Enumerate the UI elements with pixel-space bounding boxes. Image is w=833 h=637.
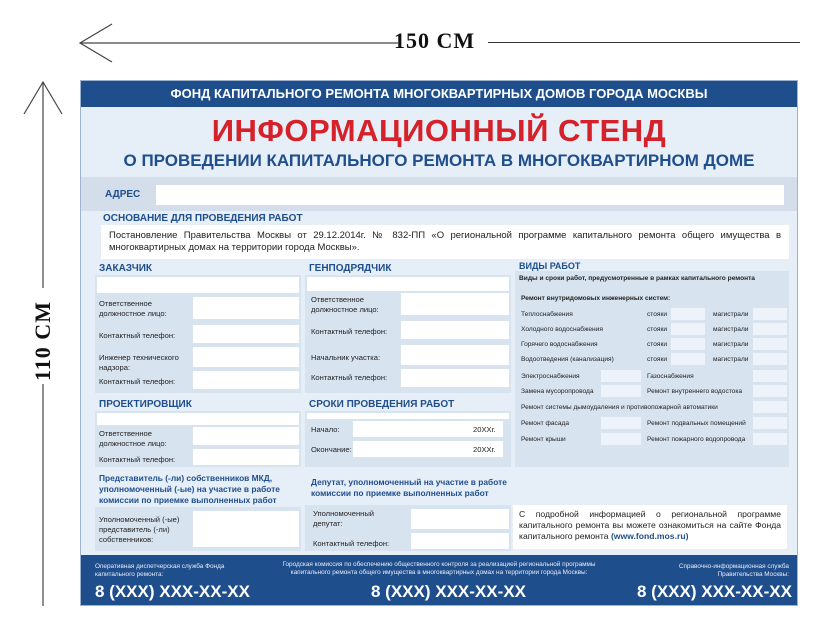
contractor-responsible-label: Ответственное должностное лицо: [311,295,379,314]
owners-field [193,511,299,547]
deputy-title: Депутат, уполномоченный на участие в работе комиссии по приемке выполненных работ [311,477,507,498]
works-risers-2-field [671,323,705,335]
width-label: 150 СМ [394,28,476,53]
customer-phone2-label: Контактный телефон: [99,377,176,386]
program-info [513,505,787,549]
program-info-text: С подробной информацией о региональной программе капитального ремонта вы можете ознакомиться на сайте Фонда капитального ремонта [519,509,781,541]
basis-title: ОСНОВАНИЕ ДЛЯ ПРОВЕДЕНИЯ РАБОТ [103,213,303,224]
customer-title: ЗАКАЗЧИК [99,263,153,274]
customer-phone1-label: Контактный телефон: [99,331,176,340]
contacts-bar [81,555,797,605]
works-risers-1-field [671,308,705,320]
works-facade-field [601,417,641,429]
contractor-title: ГЕНПОДРЯДЧИК [309,263,392,274]
address-field [156,185,784,205]
deputy-phone-field [411,533,509,549]
owners-label: Уполномоченный (-ые) представитель (-ли) собственников: [99,515,180,544]
customer-phone1-field [193,325,299,343]
customer-engineer-label: Инженер технического надзора: [99,353,179,372]
designer-responsible-label: Ответственное должностное лицо: [99,429,167,448]
works-basement-field [753,417,787,429]
customer-engineer-field [193,347,299,367]
fund-website-link[interactable]: (www.fond.mos.ru) [610,531,689,541]
schedule-end-label: Окончание: [311,445,352,454]
works-fire-water: Ремонт пожарного водопровода [647,436,746,443]
stand-title: ИНФОРМАЦИОННЫЙ СТЕНД [211,113,667,148]
works-drainage: Ремонт внутреннего водостока [647,388,743,395]
works-garbage-field [601,385,641,397]
works-basement: Ремонт подвальных помещений [647,420,746,427]
width-arrow [76,22,406,64]
works-electricity-field [601,370,641,382]
basis-text: Постановление Правительства Москвы от 29.12.2014г. № 832-ПП «О региональной программе капитального ремонта общего имущества в многоквартирных домах на территории города Москвы». [101,225,789,259]
address-label: АДРЕС [105,189,141,200]
works-mains-1: магистрали [713,311,749,318]
designer-responsible-field [193,427,299,445]
customer-responsible-label: Ответственное должностное лицо: [99,299,167,318]
schedule-panel [305,411,511,467]
works-system-2: Холодного водоснабжения [521,326,603,333]
schedule-title: СРОКИ ПРОВЕДЕНИЯ РАБОТ [309,399,455,410]
fund-name-bar: ФОНД КАПИТАЛЬНОГО РЕМОНТА МНОГОКВАРТИРНЫХ ДОМОВ ГОРОДА МОСКВЫ [81,81,797,107]
commission-phone: 8 (XXX) XXX-XX-XX [371,582,526,601]
works-electricity: Электроснабжения [521,373,580,380]
works-title: ВИДЫ РАБОТ [519,261,581,271]
owners-title: Представитель (-ли) собственников МКД, уполномоченный (-ые) на участие в работе комиссии по приемке выполненных работ [99,473,280,505]
designer-phone-field [193,449,299,465]
works-system-4: Водоотведения (канализация) [521,356,614,363]
customer-responsible-field [193,297,299,319]
works-mains-4: магистрали [713,356,749,363]
reference-service-phone: 8 (XXX) XXX-XX-XX [637,582,792,601]
works-roof: Ремонт крыши [521,436,566,443]
schedule-top-field [307,413,509,419]
deputy-phone-label: Контактный телефон: [313,539,390,548]
works-risers-2: стояки [647,326,668,333]
works-mains-4-field [753,353,787,365]
works-risers-3: стояки [647,341,668,348]
works-mains-1-field [753,308,787,320]
info-stand [80,80,798,606]
contractor-phone1-label: Контактный телефон: [311,327,388,336]
height-label: 110 СМ [30,301,55,381]
dispatch-phone: 8 (XXX) XXX-XX-XX [95,582,250,601]
deputy-label: Уполномоченный депутат: [313,509,375,528]
works-garbage: Замена мусоропровода [521,388,594,395]
commission-label: Городская комиссия по обеспечению общественного контроля за реализацией региональной программы капитального ремонта общего имущества в многоквартирных домах на территории города Москвы: [282,561,596,576]
works-risers-4: стояки [647,356,668,363]
works-risers-1: стояки [647,311,668,318]
works-system-3: Горячего водоснабжения [521,341,598,348]
works-system-1: Теплоснабжения [521,311,573,318]
schedule-end-value: 20XXг. [473,445,496,454]
works-roof-field [601,433,641,445]
contractor-top-field [307,277,509,291]
works-engineering-header: Ремонт внутридомовых инженерных систем: [521,295,671,302]
schedule-start-label: Начало: [311,425,340,434]
contractor-responsible-field [401,293,509,315]
width-line-right [488,42,800,43]
deputy-field [411,509,509,529]
designer-title: ПРОЕКТИРОВЩИК [99,399,192,410]
designer-phone-label: Контактный телефон: [99,455,176,464]
schedule-start-value: 20XXг. [473,425,496,434]
works-drainage-field [753,385,787,397]
works-intro: Виды и сроки работ, предусмотренные в рамках капитального ремонта [519,275,755,282]
works-facade: Ремонт фасада [521,420,570,427]
works-risers-4-field [671,353,705,365]
works-smoke: Ремонт системы дымоудаления и противопожарной автоматики [521,404,718,411]
designer-top-field [97,413,299,425]
contractor-phone2-label: Контактный телефон: [311,373,388,382]
works-gas: Газоснабжения [647,373,694,380]
contractor-site-chief-label: Начальник участка: [311,353,381,362]
contractor-phone2-field [401,369,509,387]
contractor-phone1-field [401,321,509,339]
works-risers-3-field [671,338,705,350]
works-smoke-field [753,401,787,413]
works-mains-2-field [753,323,787,335]
works-fire-water-field [753,433,787,445]
works-gas-field [753,370,787,382]
works-mains-3-field [753,338,787,350]
dispatch-label: Оперативная диспетчерская служба Фонда капитального ремонта: [95,563,225,578]
works-mains-3: магистрали [713,341,749,348]
contractor-site-chief-field [401,345,509,365]
stand-subtitle: О ПРОВЕДЕНИИ КАПИТАЛЬНОГО РЕМОНТА В МНОГОКВАРТИРНОМ ДОМЕ [123,151,755,170]
customer-phone2-field [193,371,299,389]
reference-service-label: Справочно-информационная служба Правительства Москвы: [678,563,789,578]
customer-top-field [97,277,299,293]
works-mains-2: магистрали [713,326,749,333]
